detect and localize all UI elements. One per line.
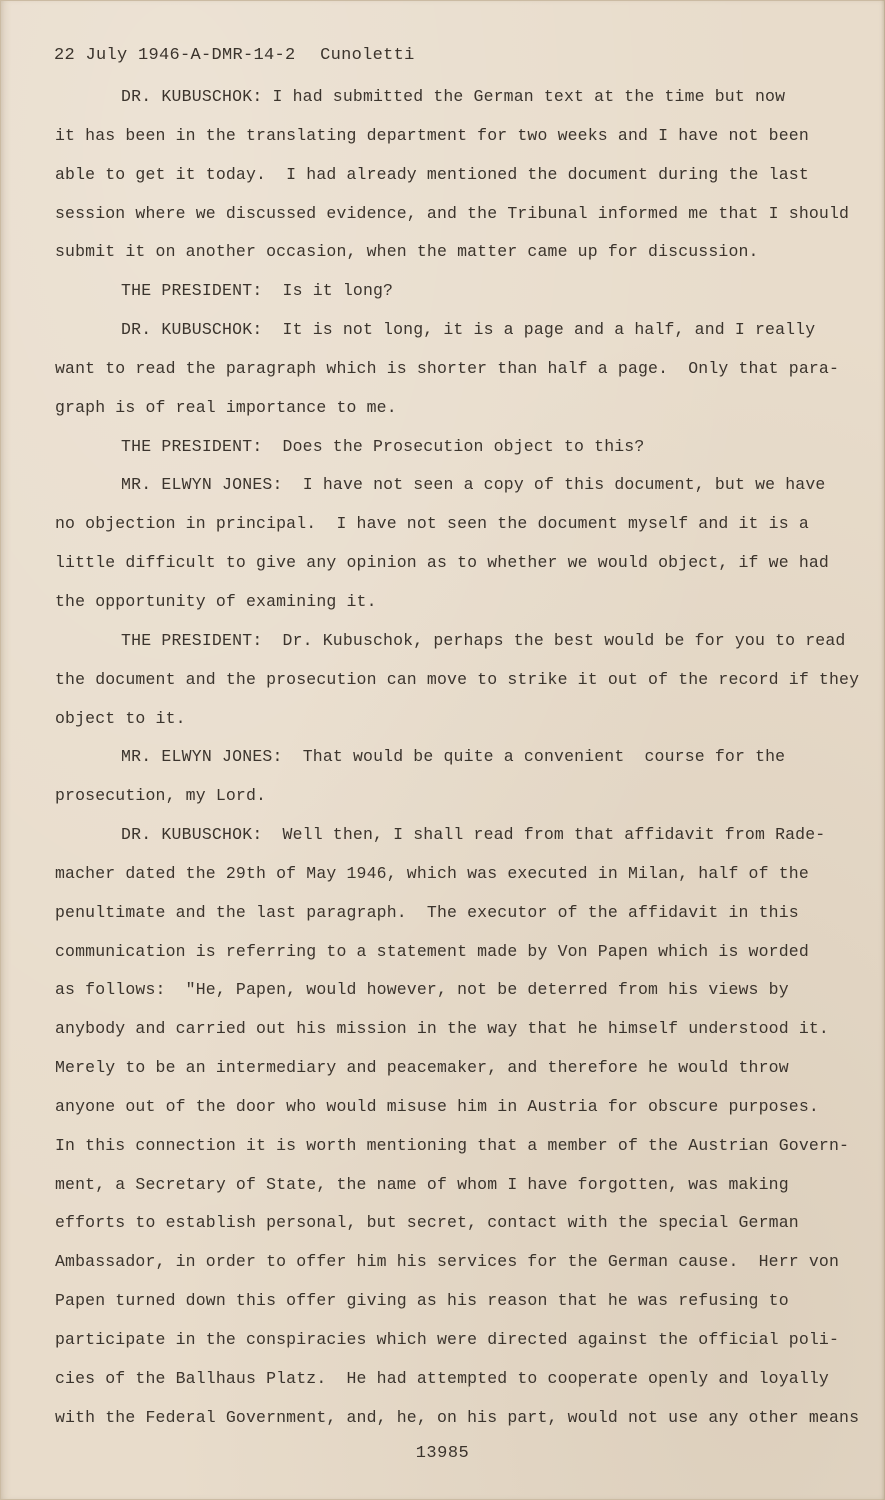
transcript-line: [55, 1204, 835, 1243]
transcript-line: [55, 1049, 835, 1088]
transcript-line: [55, 1127, 850, 1166]
transcript-line: [55, 971, 835, 1010]
line-text: the opportunity of examining it.: [55, 591, 377, 611]
transcript-line: [55, 1088, 835, 1127]
line-text: session where we discussed evidence, and the Tribunal informed me that I should: [55, 203, 850, 223]
line-text: little difficult to give any opinion as to whether we would object, if we had: [55, 553, 829, 573]
page-edge-shadow: [881, 0, 885, 1500]
transcript-line: [55, 1360, 835, 1399]
transcript-line: [55, 1243, 840, 1282]
line-text: able to get it today. I had already mentioned the document during the last: [55, 164, 809, 184]
transcript-line: [55, 661, 860, 700]
line-text: Well then, I shall read from that affidavit from Rade-: [262, 825, 826, 845]
transcript-line: [55, 195, 850, 234]
speaker-label: THE PRESIDENT:: [121, 630, 263, 650]
line-text: Merely to be an intermediary and peacemaker, and therefore he would throw: [55, 1058, 789, 1078]
line-text: anyone out of the door who would misuse him in Austria for obscure purposes.: [55, 1096, 819, 1116]
line-text: Ambassador, in order to offer him his services for the German cause. Herr von: [55, 1252, 840, 1272]
transcript-line: [55, 156, 835, 195]
line-text: macher dated the 29th of May 1946, which was executed in Milan, half of the: [55, 863, 809, 883]
speaker-label: DR. KUBUSCHOK:: [121, 825, 263, 845]
speaker-label: DR. KUBUSCHOK:: [121, 87, 263, 106]
transcript-line: [55, 855, 835, 894]
line-text: the document and the prosecution can move to strike it out of the record if they: [55, 669, 860, 689]
transcript-line: [55, 350, 840, 389]
line-text: In this connection it is worth mentioning that a member of the Austrian Govern-: [55, 1135, 850, 1155]
line-text: graph is of real importance to me.: [55, 397, 397, 417]
transcript-line: [55, 777, 835, 816]
transcript-line: [55, 1010, 835, 1049]
line-text: as follows: "He, Papen, would however, not be deterred from his views by: [55, 980, 789, 1000]
line-text: object to it.: [55, 708, 186, 728]
transcript-line: [55, 1282, 835, 1321]
transcript-line: [55, 583, 835, 622]
transcript-line: [55, 505, 835, 544]
line-text: anybody and carried out his mission in the way that he himself understood it.: [55, 1019, 829, 1039]
page-number: 13985: [415, 1444, 470, 1463]
line-text: That would be quite a convenient course for the: [282, 747, 786, 767]
line-text: prosecution, my Lord.: [55, 786, 267, 806]
line-text: it has been in the translating department for two weeks and I have not been: [55, 125, 809, 145]
line-text: with the Federal Government, and, he, on his part, would not use any other means: [55, 1407, 860, 1427]
line-text: I have not seen a copy of this document, but we have: [282, 475, 826, 495]
transcript-line: [55, 933, 835, 972]
transcript-line: [55, 466, 835, 505]
header-date-code: 22 July 1946-A-DMR-14-2: [54, 46, 296, 65]
transcript-line: [55, 544, 835, 583]
transcript-line: [55, 700, 835, 739]
transcript-line: [55, 816, 835, 855]
transcript-line: [55, 428, 835, 467]
transcript-line: [55, 1166, 835, 1205]
line-text: penultimate and the last paragraph. The executor of the affidavit in this: [55, 902, 799, 922]
speaker-label: THE PRESIDENT:: [121, 281, 263, 301]
line-text: I had submitted the German text at the time but now: [262, 87, 786, 106]
transcript-line: [55, 1399, 860, 1438]
transcript-line: [55, 78, 835, 117]
header-reporter: Cunoletti: [320, 46, 415, 65]
line-text: communication is referring to a statement made by Von Papen which is worded: [55, 941, 809, 961]
transcript-body: [55, 78, 860, 1438]
line-text: It is not long, it is a page and a half, and I really: [262, 320, 816, 340]
line-text: ment, a Secretary of State, the name of whom I have forgotten, was making: [55, 1174, 789, 1194]
transcript-line: [55, 622, 846, 661]
line-text: Dr. Kubuschok, perhaps the best would be for you to read: [262, 630, 846, 650]
line-text: participate in the conspiracies which were directed against the official poli-: [55, 1330, 840, 1349]
line-text: no objection in principal. I have not seen the document myself and it is a: [55, 514, 809, 534]
speaker-label: MR. ELWYN JONES:: [121, 475, 283, 495]
transcript-line: [55, 1321, 840, 1360]
speaker-label: DR. KUBUSCHOK:: [121, 320, 263, 340]
line-text: Papen turned down this offer giving as his reason that he was refusing to: [55, 1291, 789, 1311]
line-text: submit it on another occasion, when the matter came up for discussion.: [55, 242, 759, 262]
transcript-line: [55, 894, 835, 933]
transcript-line: [55, 272, 835, 311]
speaker-label: MR. ELWYN JONES:: [121, 747, 283, 767]
transcript-line: [55, 389, 835, 428]
transcript-line: [55, 233, 835, 272]
transcript-line: [55, 738, 835, 777]
transcript-line: [55, 117, 835, 156]
line-text: want to read the paragraph which is shorter than half a page. Only that para-: [55, 358, 840, 378]
line-text: efforts to establish personal, but secret, contact with the special German: [55, 1213, 799, 1233]
line-text: Is it long?: [262, 281, 394, 301]
line-text: Does the Prosecution object to this?: [262, 436, 645, 456]
speaker-label: THE PRESIDENT:: [121, 436, 263, 456]
transcript-line: [55, 311, 835, 350]
page-header: [54, 46, 415, 65]
line-text: cies of the Ballhaus Platz. He had attempted to cooperate openly and loyally: [55, 1368, 829, 1388]
